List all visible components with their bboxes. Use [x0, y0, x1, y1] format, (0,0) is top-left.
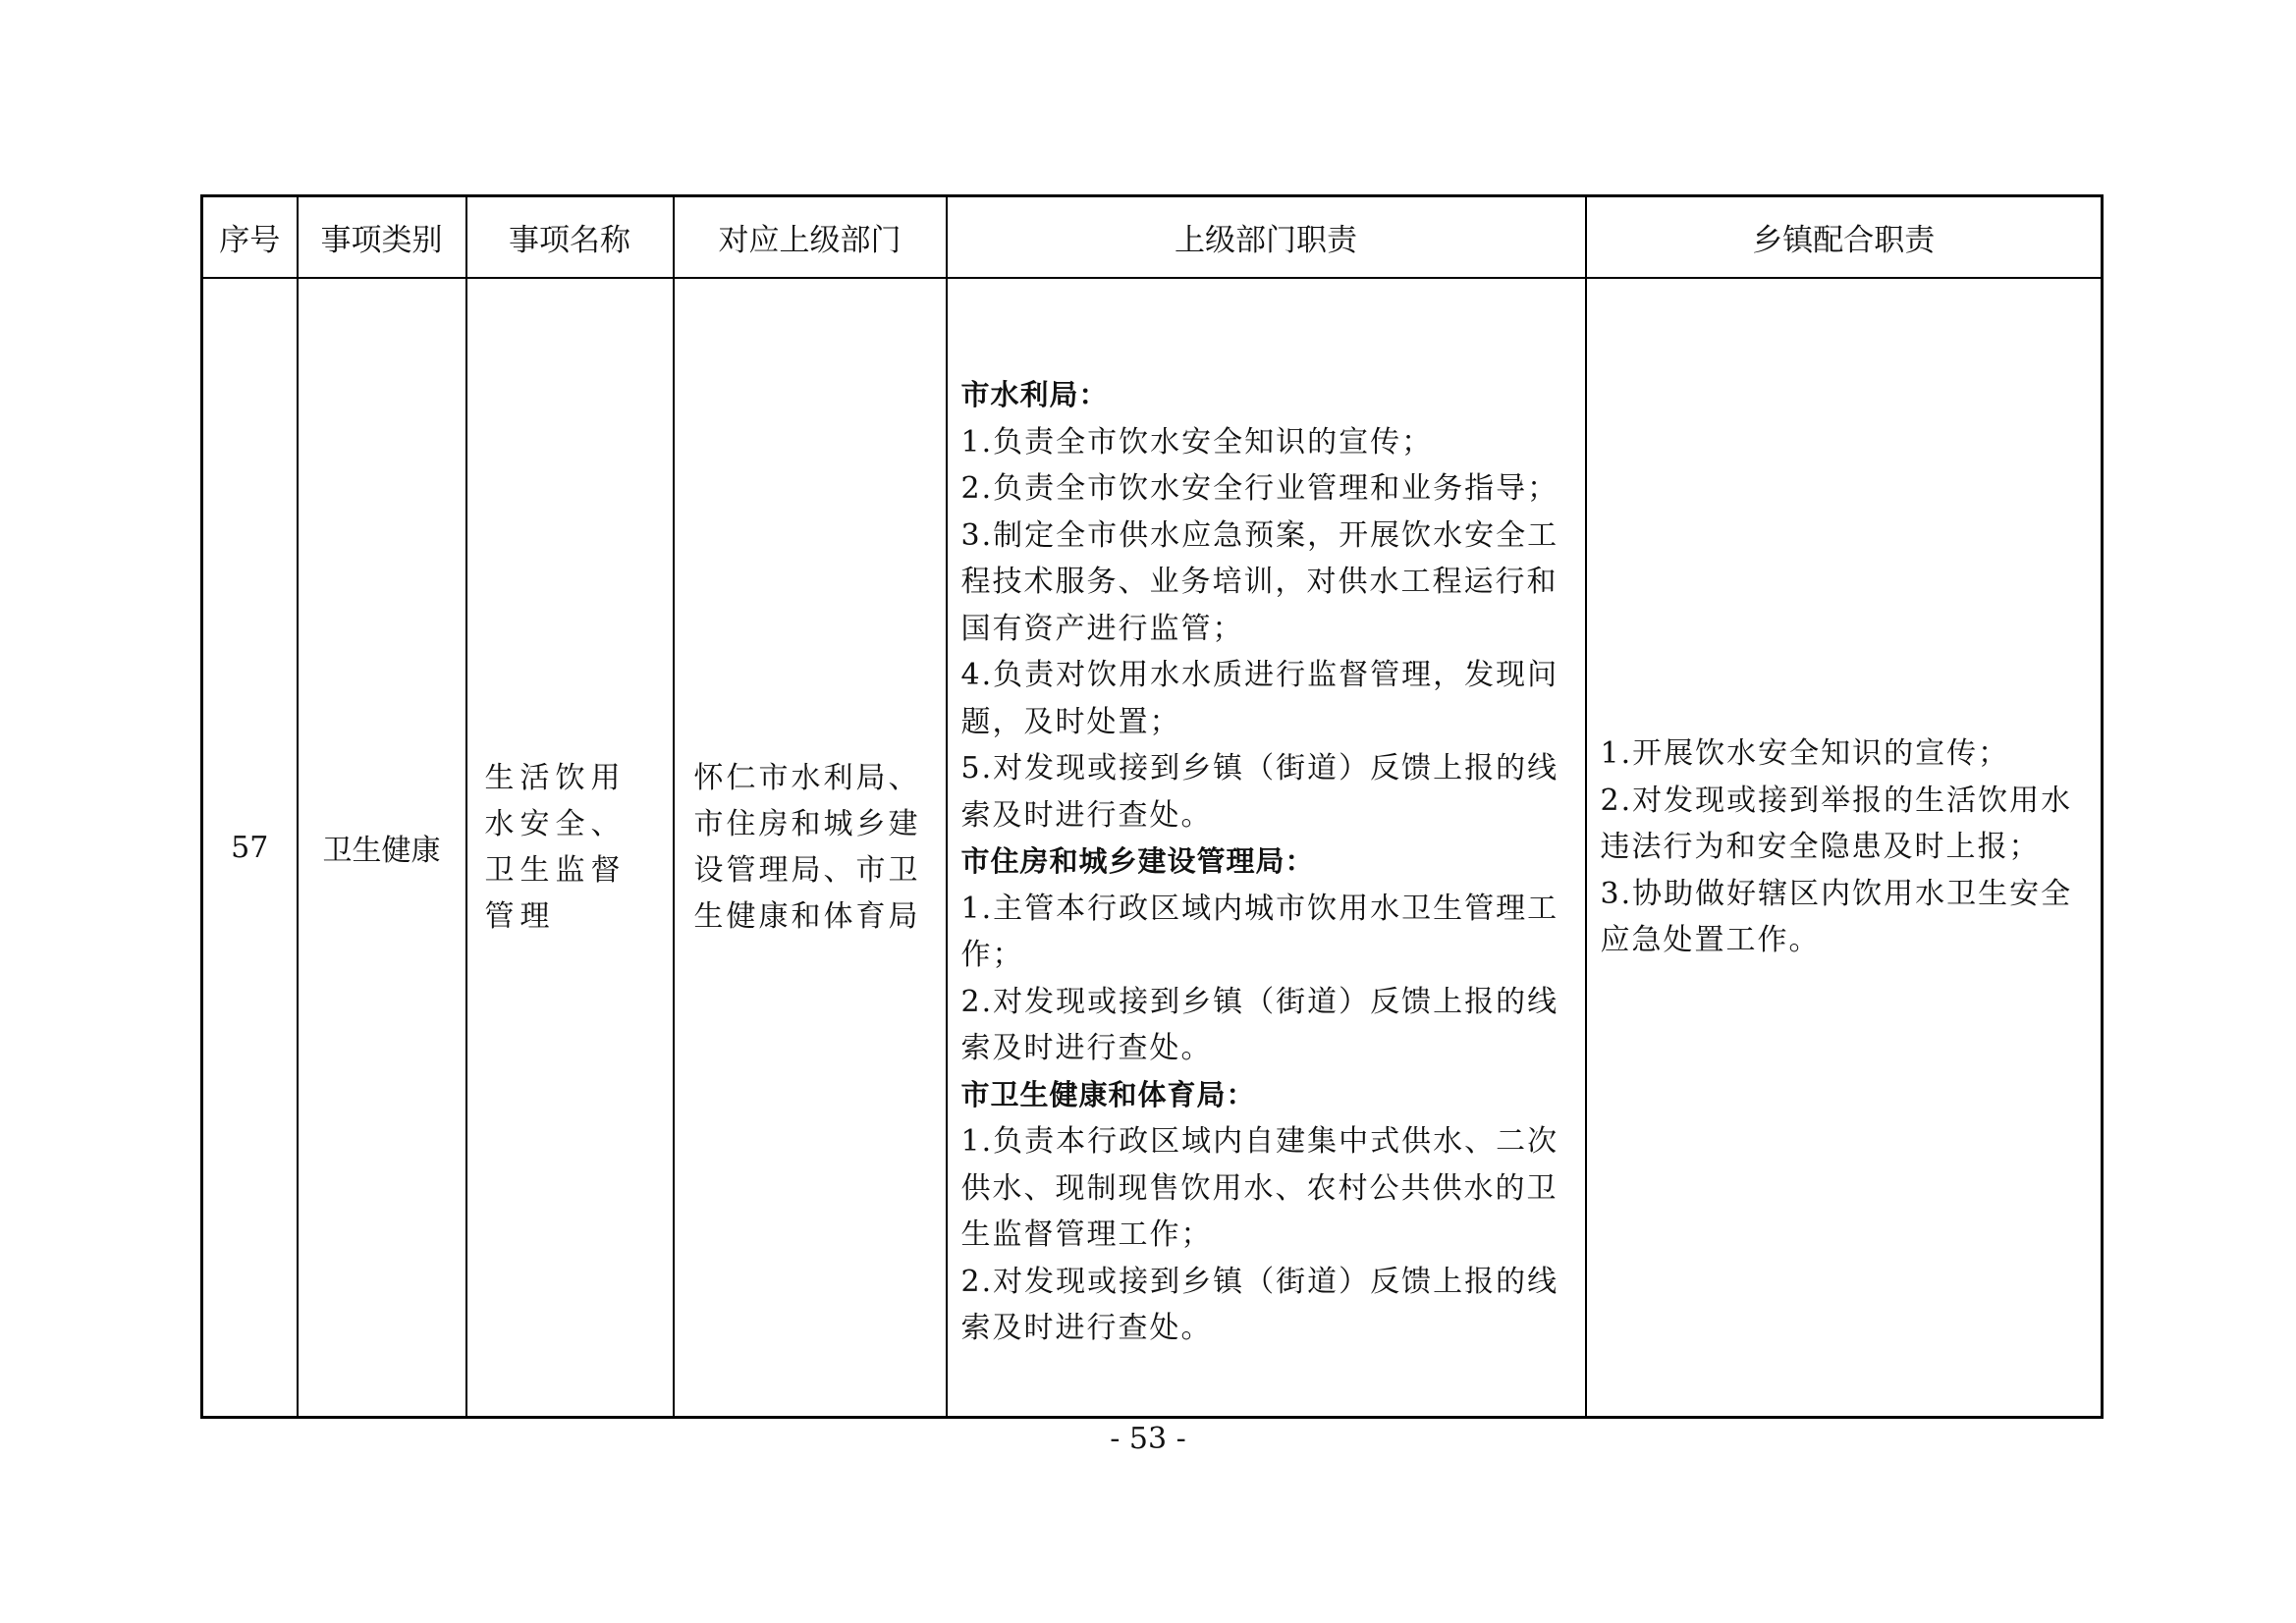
row-number: 57 — [202, 278, 298, 1418]
header-superior-duties: 上级部门职责 — [947, 196, 1586, 279]
row-departments: 怀仁市水利局、市住房和城乡建设管理局、市卫生健康和体育局 — [674, 278, 947, 1418]
duty-item: 1.主管本行政区域内城市饮用水卫生管理工作； — [960, 891, 1559, 973]
header-category: 事项类别 — [298, 196, 466, 279]
header-name: 事项名称 — [466, 196, 674, 279]
page-number: - 53 - — [1110, 1422, 1186, 1456]
town-duty-item: 2.对发现或接到举报的生活饮用水违法行为和安全隐患及时上报； — [1600, 783, 2073, 865]
duty-item: 2.对发现或接到乡镇（街道）反馈上报的线索及时进行查处。 — [960, 984, 1559, 1066]
duty-item: 3.制定全市供水应急预案，开展饮水安全工程技术服务、业务培训，对供水工程运行和国有资产进行监管； — [960, 517, 1559, 646]
header-number: 序号 — [202, 196, 298, 279]
duty-item: 1.负责本行政区域内自建集中式供水、二次供水、现制现售饮用水、农村公共供水的卫生监督管理工作； — [960, 1124, 1559, 1253]
row-town-duties — [1586, 278, 2103, 1418]
row-item-name: 生活饮用水安全、卫生监督管理 — [466, 278, 674, 1418]
duty-item: 1.负责全市饮水安全知识的宣传； — [960, 424, 1434, 460]
header-town-duties: 乡镇配合职责 — [1586, 196, 2103, 279]
duty-item: 2.对发现或接到乡镇（街道）反馈上报的线索及时进行查处。 — [960, 1264, 1559, 1346]
org-heading: 市卫生健康和体育局： — [960, 1077, 1256, 1111]
table-header-row — [202, 196, 2103, 279]
header-department: 对应上级部门 — [674, 196, 947, 279]
row-category: 卫生健康 — [298, 278, 466, 1418]
responsibility-table — [200, 194, 2104, 1419]
row-superior-duties — [947, 278, 1586, 1418]
duty-item: 5.对发现或接到乡镇（街道）反馈上报的线索及时进行查处。 — [960, 751, 1559, 833]
town-duty-item: 3.协助做好辖区内饮用水卫生安全应急处置工作。 — [1600, 876, 2073, 958]
table-row — [202, 278, 2103, 1418]
org-heading: 市水利局： — [960, 378, 1109, 412]
duty-item: 2.负责全市饮水安全行业管理和业务指导； — [960, 471, 1559, 507]
town-duty-item: 1.开展饮水安全知识的宣传； — [1600, 736, 2010, 772]
duty-item: 4.负责对饮用水水质进行监督管理，发现问题，及时处置； — [960, 658, 1559, 739]
org-heading: 市住房和城乡建设管理局： — [960, 844, 1315, 879]
